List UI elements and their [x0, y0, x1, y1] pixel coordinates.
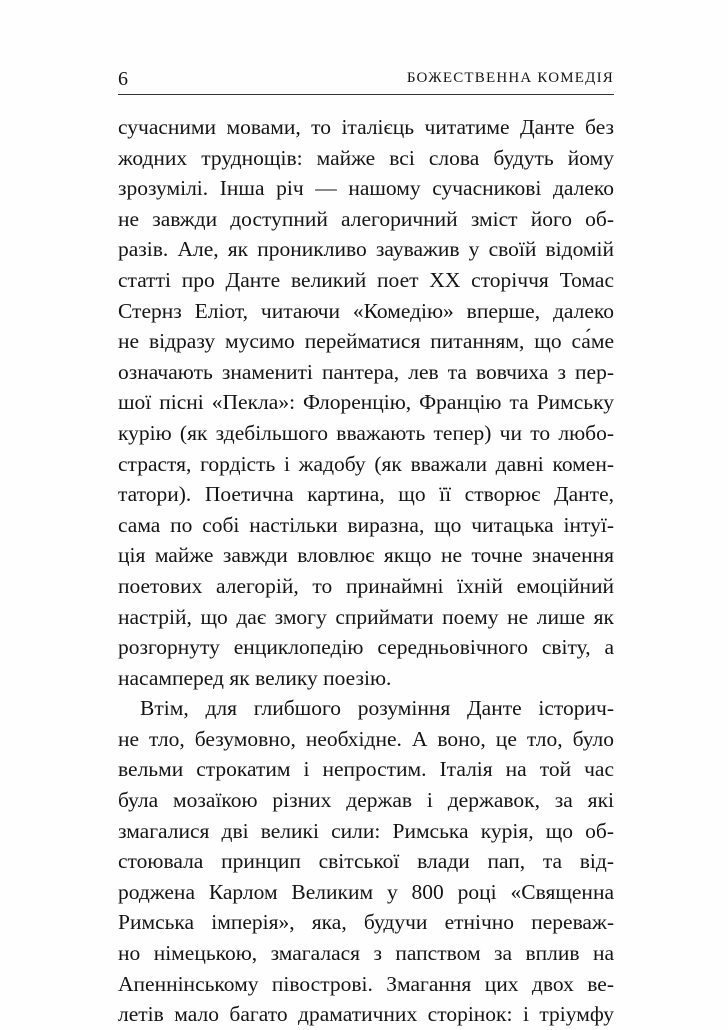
body-text: [118, 112, 614, 1030]
text-line: означають знамениті пантера, лев та вовчиха з пер-: [118, 359, 614, 384]
text-line: Римська імперія», яка, будучи етнічно переваж-: [118, 910, 614, 935]
text-line: страстя, гордість і жадобу (як вважали давні комен-: [118, 451, 614, 476]
page-number: 6: [118, 68, 129, 90]
text-line: Апеннінському півострові. Змагання цих двох ве-: [118, 971, 614, 996]
running-head: [118, 62, 614, 90]
text-line: летів мало багато драматичних сторінок: і тріумфу: [118, 1002, 614, 1027]
paragraph: [118, 693, 614, 1030]
text-line: не відразу мусимо перейматися питанням, що са́ме: [118, 329, 614, 354]
paragraph: [118, 112, 614, 693]
text-line: не завжди доступний алегоричний зміст його об-: [118, 206, 614, 231]
text-line: змагалися дві великі сили: Римська курія, що об-: [118, 818, 614, 843]
text-line: поетових алегорій, то принаймні їхній емоційний: [118, 573, 614, 598]
text-line: Стернз Еліот, читаючи «Комедію» вперше, далеко: [118, 298, 614, 323]
text-line: жодних труднощів: майже всі слова будуть йому: [118, 145, 614, 170]
text-line: зрозумілі. Інша річ — нашому сучасникові далеко: [118, 176, 614, 201]
text-line: стоювала принцип світської влади пап, та від-: [118, 849, 614, 874]
text-line: насамперед як велику поезію.: [118, 665, 392, 690]
text-line: ція майже завжди вловлює якщо не точне значення: [118, 543, 614, 568]
text-line: статті про Данте великий поет XX сторіччя Томас: [118, 267, 614, 292]
text-line: но німецькою, змагалася з папством за вплив на: [118, 941, 614, 966]
text-line: сама по собі настільки виразна, що читацька інтуї-: [118, 512, 614, 537]
text-line: розгорнуту енциклопедію середньовічного світу, а: [118, 635, 614, 660]
text-line: разів. Але, як проникливо зауважив у своїй відомій: [118, 237, 614, 262]
text-line: Втім, для глибшого розуміння Данте історич-: [140, 696, 614, 721]
text-line: шої пісні «Пекла»: Флоренцію, Францію та Римську: [118, 390, 614, 415]
running-title: БОЖЕСТВЕННА КОМЕДІЯ: [406, 70, 614, 86]
text-line: курію (як здебільшого вважають тепер) чи то любо-: [118, 420, 614, 445]
header-rule: [118, 94, 614, 95]
text-line: була мозаїкою різних держав і державок, за які: [118, 788, 614, 813]
text-line: татори). Поетична картина, що її створює Данте,: [118, 482, 614, 507]
text-line: сучасними мовами, то італієць читатиме Данте без: [118, 115, 614, 139]
text-line: вельми строкатим і непростим. Італія на той час: [118, 757, 614, 782]
text-line: не тло, безумовно, необхідне. А воно, це тло, було: [118, 726, 614, 751]
text-line: роджена Карлом Великим у 800 році «Священна: [118, 879, 614, 904]
text-line: настрій, що дає змогу сприймати поему не лише як: [118, 604, 614, 629]
